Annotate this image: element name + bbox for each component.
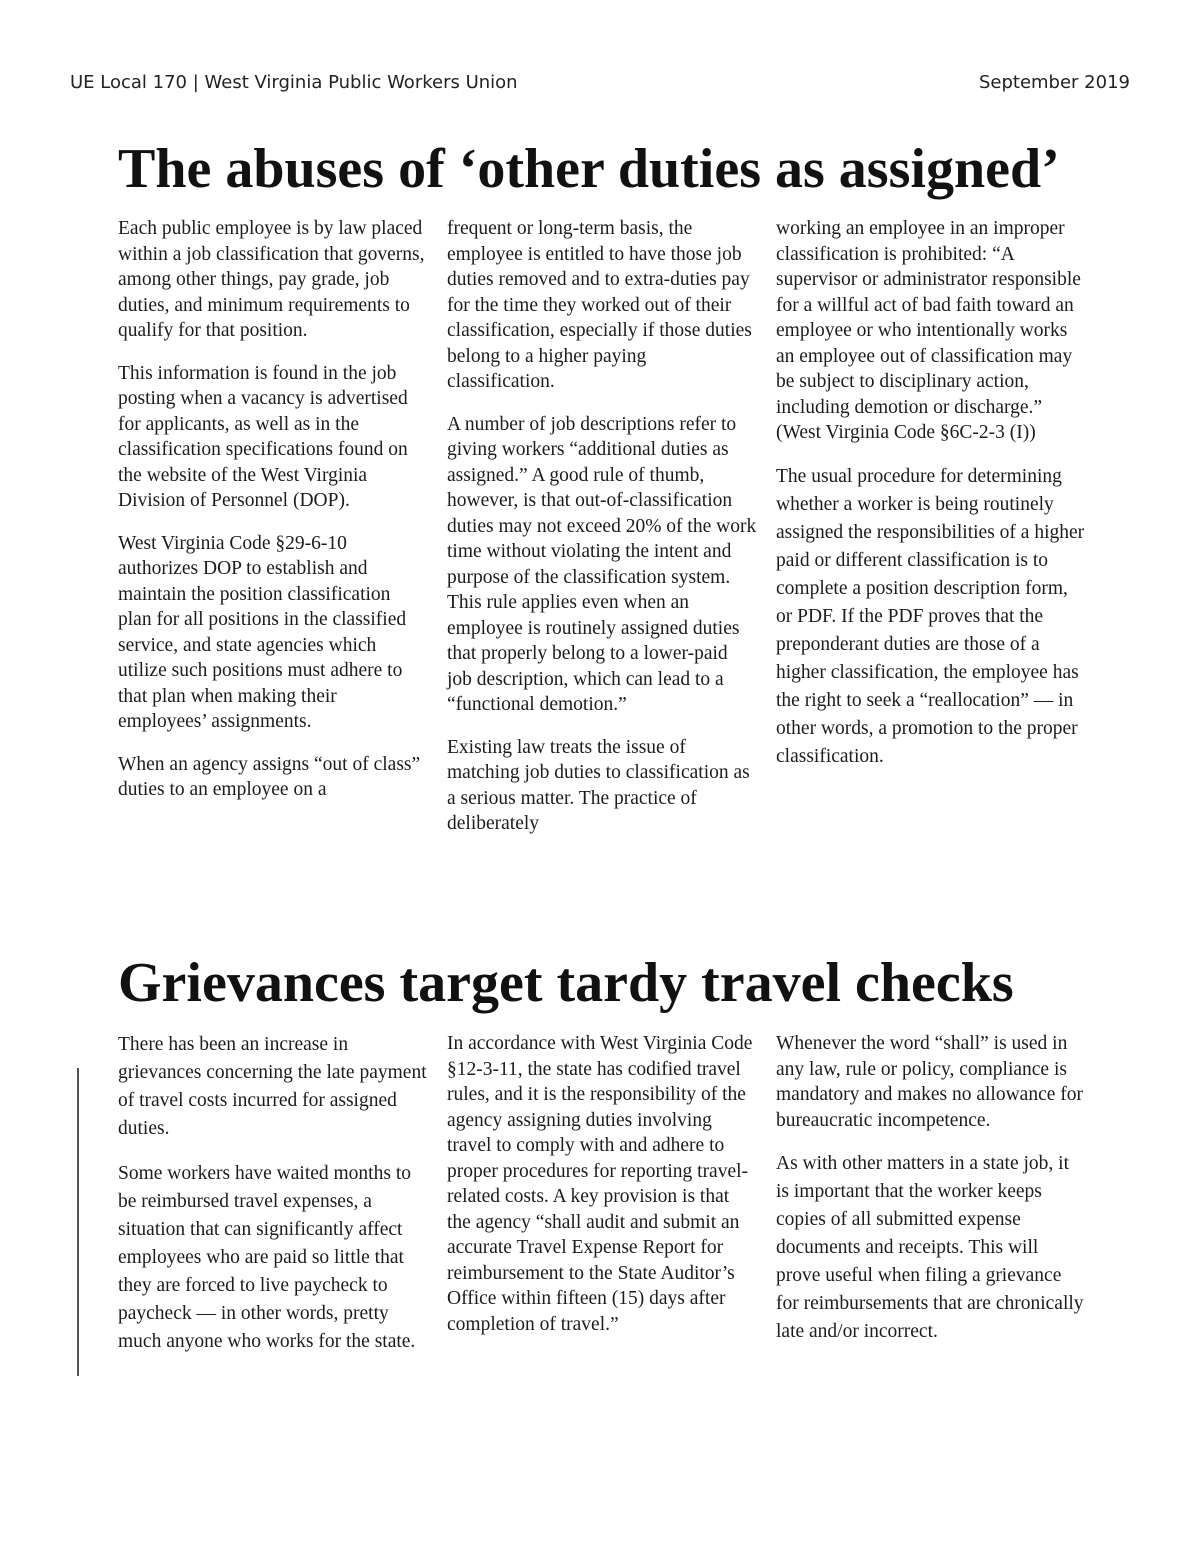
page-header <box>70 72 1130 93</box>
article-1-body <box>118 216 1086 837</box>
paragraph: In accordance with West Virginia Code §12-3-11, the state has codified travel rules, and it is the responsibility of the agency assigning duties involving travel to comply with and adhere to proper procedures for reporting travel-related costs. A key provision is that the agency “shall audit and submit an accurate Travel Expense Report for reimbursement to the State Auditor’s Office within fifteen (15) days after completion of travel.” <box>447 1033 753 1335</box>
article-2-column-1 <box>118 1031 428 1356</box>
paragraph: Whenever the word “shall” is used in any law, rule or policy, compliance is mandatory and makes no allowance for bureaucratic incompetence. <box>776 1033 1084 1131</box>
paragraph: working an employee in an improper classification is prohibited: “A supervisor or administrator responsible for a willful act of bad faith toward an employee or who intentionally works an employee out of classification may be subject to disciplinary action, including demotion or discharge.” (West Virginia Code §6C-2-3 (I)) <box>776 218 1081 443</box>
article-1-column-2 <box>447 216 757 837</box>
paragraph: As with other matters in a state job, it is important that the worker keeps copies of all submitted expense documents and receipts. This will prove useful when filing a grievance for reimbursements that are chronically late and/or incorrect. <box>776 1153 1084 1342</box>
paragraph: A number of job descriptions refer to giving workers “additional duties as assigned.” A good rule of thumb, however, is that out-of-classification duties may not exceed 20% of the work time without violating the intent and purpose of the classification system. This rule applies even when an employee is routinely assigned duties that properly belong to a lower-paid job description, which can lead to a “functional demotion.” <box>447 413 757 715</box>
publication-name: UE Local 170 | West Virginia Public Workers Union <box>70 72 518 93</box>
paragraph: There has been an increase in grievances concerning the late payment of travel costs incurred for assigned duties. <box>118 1034 427 1139</box>
paragraph: Existing law treats the issue of matching job duties to classification as a serious matter. The practice of deliberately <box>447 736 750 834</box>
paragraph: frequent or long-term basis, the employee is entitled to have those job duties removed and to extra-duties pay for the time they worked out of their classification, especially if those duties belong to a higher paying classification. <box>447 218 752 392</box>
article-2-column-3 <box>776 1031 1086 1356</box>
paragraph: This information is found in the job posting when a vacancy is advertised for applicants, as well as in the classification specifications found on the website of the West Virginia Division of Personnel (DOP). <box>118 362 408 511</box>
issue-date: September 2019 <box>978 72 1130 93</box>
margin-rule <box>77 1068 79 1376</box>
paragraph: When an agency assigns “out of class” duties to an employee on a <box>118 753 421 800</box>
article-1-column-1 <box>118 216 428 837</box>
article-2-body <box>118 1031 1086 1356</box>
paragraph: Each public employee is by law placed within a job classification that governs, among other things, pay grade, job duties, and minimum requirements to qualify for that position. <box>118 218 425 341</box>
article-1-title: The abuses of ‘other duties as assigned’ <box>118 138 1060 200</box>
paragraph: Some workers have waited months to be reimbursed travel expenses, a situation that can significantly affect employees who are paid so little that they are forced to live paycheck to paycheck — in other words, pretty much anyone who works for the state. <box>118 1163 416 1352</box>
article-1-column-3 <box>776 216 1086 837</box>
paragraph: The usual procedure for determining whether a worker is being routinely assigned the responsibilities of a higher paid or different classification is to complete a position description form, or PDF. If the PDF proves that the preponderant duties are those of a higher classification, the employee has the right to seek a “reallocation” — in other words, a promotion to the proper classification. <box>776 465 1085 767</box>
paragraph: West Virginia Code §29-6-10 authorizes DOP to establish and maintain the position classification plan for all positions in the classified service, and state agencies which utilize such positions must adhere to that plan when making their employees’ assignments. <box>118 532 407 732</box>
article-2-column-2 <box>447 1031 757 1356</box>
article-2-title: Grievances target tardy travel checks <box>118 952 1014 1014</box>
